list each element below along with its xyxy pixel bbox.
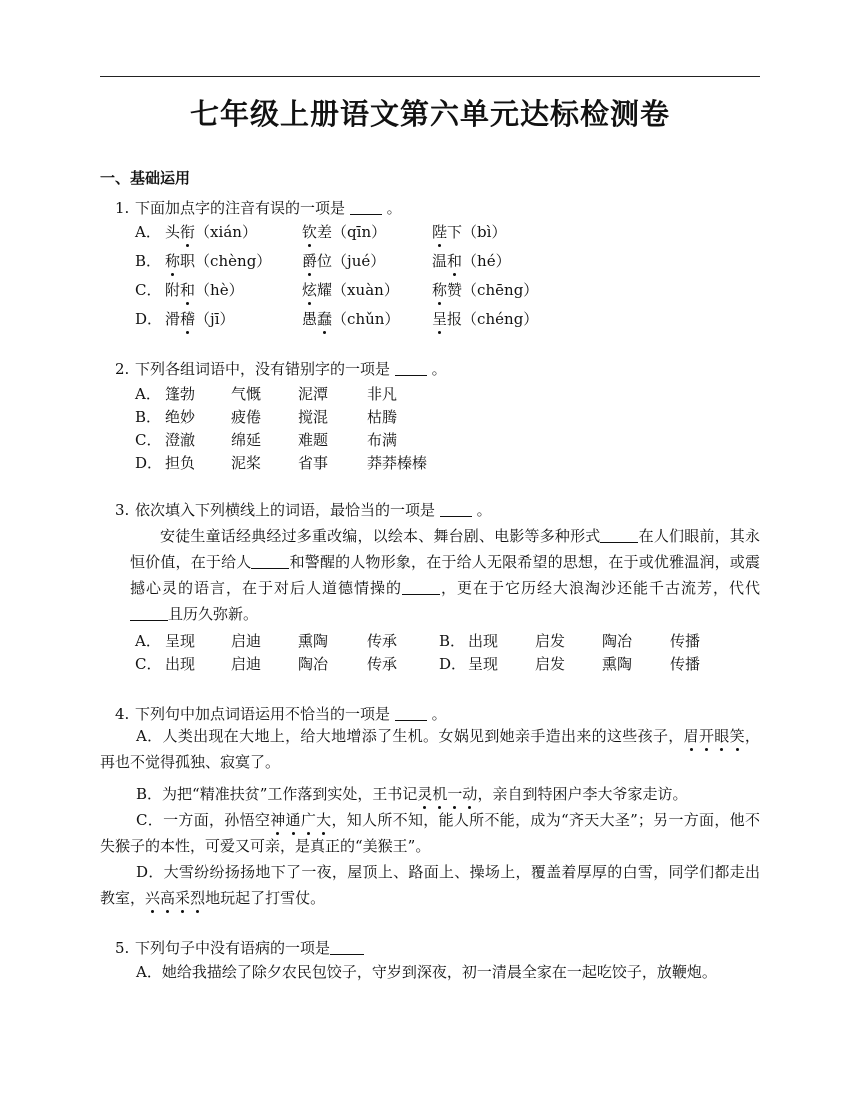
option-word: 炫耀（xuàn） [302, 281, 399, 299]
answer-blank [395, 360, 427, 376]
option-word: 附和（hè） [165, 281, 244, 299]
option-word: 陛下（bì） [432, 223, 507, 241]
question-4-option-a: A．人类出现在大地上，给大地增添了生机。女娲见到她亲手造出来的这些孩子，眉开眼笑，再也不觉得孤独、寂寞了。 [100, 727, 760, 771]
question-2-stem: 2. 下列各组词语中，没有错别字的一项是 。 [115, 360, 447, 378]
answer-blank [350, 199, 382, 215]
option-word: 启发 [535, 655, 566, 673]
fill-blank [600, 527, 638, 543]
dotted-phrase: 灵机一动 [417, 785, 478, 803]
option-word: 呈现 [165, 632, 196, 650]
option-word: 出现 [468, 632, 499, 650]
option-word: 愚蠢（chǔn） [302, 310, 400, 328]
option-word: 枯腾 [367, 408, 398, 426]
option-label: C． [135, 655, 162, 673]
option-word: 绵延 [231, 431, 262, 449]
answer-blank [395, 705, 427, 721]
option-word: 莽莽榛榛 [367, 454, 428, 472]
answer-blank [330, 939, 364, 955]
option-word: 熏陶 [602, 655, 633, 673]
option-word: 称赞（chēng） [432, 281, 539, 299]
option-word: 头衔（xián） [165, 223, 257, 241]
option-word: 陶冶 [298, 655, 329, 673]
option-word: 温和（hé） [432, 252, 511, 270]
question-5-stem: 5. 下列句子中没有语病的一项是 [115, 937, 364, 959]
option-word: 传播 [670, 655, 701, 673]
option-label: D． [439, 655, 467, 673]
option-word: 绝妙 [165, 408, 196, 426]
question-4-option-b: B．为把“精准扶贫”工作落到实处，王书记灵机一动，亲自到特困户李大爷家走访。 [136, 785, 688, 803]
option-word: 钦差（qīn） [302, 223, 387, 241]
option-word: 熏陶 [298, 632, 329, 650]
option-word: 称职（chèng） [165, 252, 272, 270]
option-label: A． [135, 632, 161, 650]
question-4-option-c: C．一方面，孙悟空神通广大，知人所不知，能人所不能，成为“齐天大圣”；另一方面，他不失猴子的本性，可爱又可亲，是真正的“美猴王”。 [100, 811, 760, 855]
dotted-phrase: 神通广大 [270, 811, 332, 829]
question-4-stem: 4. 下列句中加点词语运用不恰当的一项是 。 [115, 705, 447, 723]
page-title: 七年级上册语文第六单元达标检测卷 [189, 97, 670, 131]
option-label: B． [135, 408, 162, 426]
document-page: 七年级上册语文第六单元达标检测卷 一、基础运用 1. 下面加点字的注音有误的一项是 。 A． 头衔（xián） 钦差（qīn） 陛下（bì） B． 称职（chèng） 爵位（jué） 温和（hé） C． 附和（hè） 炫耀（xuàn） 称赞（chēng） D． 滑稽（jī） 愚蠢（chǔn） 呈报（chéng） 2. 下列各组词语中，没有错别字的一项是 。 A． 篷勃 气慨 泥潭 非凡 B． 绝妙 疲倦 搅混 枯腾 C． 澄澈 绵延 难题 布满 D． 担负 泥桨 省事 莽莽榛榛 3. 依次填入下列横线上的词语，最恰当的一项是 。 安徒生童话经典经过多重改编，以绘本、舞台剧、电影等多种形式 在人们眼前，其永恒价值，在于给人 和警醒的人物形象，在于给人无限希望的思想，在于或优雅温润，或震撼心灵的语言，在于对后人道德情操的 ，更在于它历经大浪淘沙还能千古流芳，代代且历久弥新。 A． 呈现 启迪 熏陶 传承 B． 出现 启发 陶冶 传播 C． 出现 启迪 陶冶 传承 D． 呈现 启发 熏陶 传播 4. 下列句中加点词语运用不恰当的一项是 。 A．人类出现在大地上，给大地增添了生机。女娲见到她亲手造出来的这些孩子，眉开眼笑，再也不觉得孤独、寂寞了。 B．为把“精准扶贫”工作落到实处，王书记灵机一动，亲自到特困户李大爷家走访。 C．一方面，孙悟空神通广大，知人所不知，能人所不能，成为“齐天大圣”；另一方面，他不失猴子的本性，可爱又可亲，是真正的“美猴王”。 D．大雪纷纷扬扬地下了一夜，屋顶上、路面上、操场上，覆盖着厚厚的白雪，同学们都走出教室，兴高采烈地玩起了打雪仗。 5. 下列句子中没有语病的一项是 A．她给我描绘了除夕农民包饺子，守岁到深夜，初一清晨全家在一起吃饺子，放鞭炮。 [0, 0, 860, 1113]
option-word: 传播 [670, 632, 701, 650]
option-word: 搅混 [298, 408, 329, 426]
section-heading: 一、基础运用 [100, 169, 191, 187]
header-rule [100, 76, 760, 77]
option-label: B． [439, 632, 466, 650]
option-word: 泥潭 [298, 385, 329, 403]
option-word: 担负 [165, 454, 196, 472]
option-word: 泥桨 [231, 454, 262, 472]
option-word: 启发 [535, 632, 566, 650]
option-word: 出现 [165, 655, 196, 673]
option-word: 爵位（jué） [302, 252, 386, 270]
option-word: 难题 [298, 431, 329, 449]
question-1-stem: 1. 下面加点字的注音有误的一项是 。 [115, 199, 402, 217]
question-3-stem: 3. 依次填入下列横线上的词语，最恰当的一项是 。 [115, 501, 492, 519]
option-label: D． [135, 454, 163, 472]
answer-blank [440, 501, 472, 517]
dotted-phrase: 兴高采烈 [145, 889, 206, 907]
question-4-option-d: D．大雪纷纷扬扬地下了一夜，屋顶上、路面上、操场上，覆盖着厚厚的白雪，同学们都走出教室，兴高采烈地玩起了打雪仗。 [100, 863, 760, 907]
option-word: 启迪 [231, 655, 262, 673]
option-label: C． [135, 431, 162, 449]
option-word: 陶冶 [602, 632, 633, 650]
option-word: 呈现 [468, 655, 499, 673]
option-word: 疲倦 [231, 408, 262, 426]
option-word: 省事 [298, 454, 329, 472]
option-word: 篷勃 [165, 385, 196, 403]
option-word: 布满 [367, 431, 398, 449]
option-word: 非凡 [367, 385, 398, 403]
option-word: 启迪 [231, 632, 262, 650]
fill-blank [402, 579, 440, 595]
option-word: 传承 [367, 655, 398, 673]
option-word: 澄澈 [165, 431, 196, 449]
option-word: 传承 [367, 632, 398, 650]
question-5-option-a: A．她给我描绘了除夕农民包饺子，守岁到深夜，初一清晨全家在一起吃饺子，放鞭炮。 [136, 963, 717, 981]
question-3-passage: 安徒生童话经典经过多重改编，以绘本、舞台剧、电影等多种形式 在人们眼前，其永恒价值，在于给人 和警醒的人物形象，在于给人无限希望的思想，在于或优雅温润，或震撼心灵的语言，在于对后人道德情操的 ，更在于它历经大浪淘沙还能千古流芳，代代且历久弥新。 [130, 527, 760, 623]
option-word: 滑稽（jī） [165, 310, 235, 328]
fill-blank [251, 553, 289, 569]
fill-blank [130, 605, 168, 621]
option-word: 气慨 [231, 385, 262, 403]
option-label: A． [135, 385, 161, 403]
option-word: 呈报（chéng） [432, 310, 539, 328]
dotted-phrase: 眉开眼笑 [683, 727, 745, 745]
